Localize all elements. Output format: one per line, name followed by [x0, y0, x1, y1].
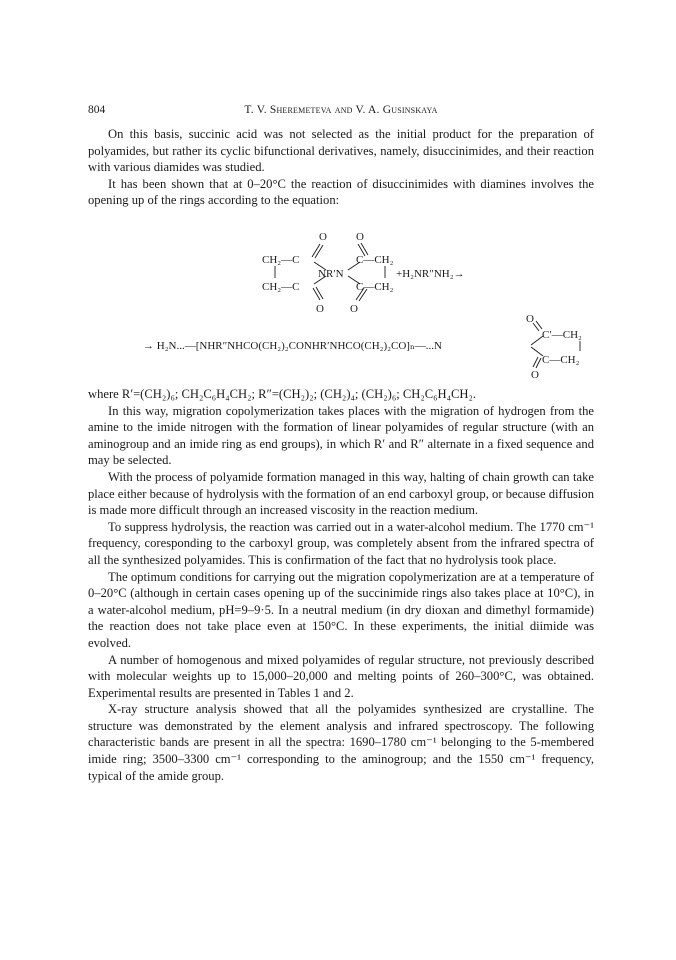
paragraph: X-ray structure analysis showed that all the polyamides synthesized are crystalline. The structure was demonstrated by the element analysis and infrared spectroscopy. The following characteristic bands are present in all the spectra: 1690–1780 cm⁻¹ belonging to the 5-membered imide ring; 3500–3300 cm⁻¹ corresponding to the aminogroup; and the 1550 cm⁻¹ frequency, typical of the amide group. — [88, 702, 594, 783]
page-number: 804 — [88, 104, 106, 116]
substituent-definitions: where R′=(CH₂)₆; CH₂C₆H₄CH₂; R″=(CH₂)₂; (CH₂)₄; (CH₂)₆; CH₂C₆H₄CH₂. — [88, 387, 477, 401]
paragraph: The optimum conditions for carrying out the migration copolymerization are at a temperature of 0–20°C (although in certain cases opening up of the succinimide rings also takes place at 10°C), in a water-alcohol medium, pH=9–9·5. In a neutral medium (in dry dioxan and dimethyl formamide) the reaction does not take place even at 150°C. In these experiments, the initial diimide was evolved. — [88, 569, 594, 650]
imide-bridge: NR′N — [318, 268, 344, 280]
paragraph: A number of homogenous and mixed polyamides of regular structure, not previously described with molecular weights up to 15,000–20,000 and melting points of 260–300°C, was obtained. Experimental results are presented in Tables 1 and 2. — [88, 652, 594, 700]
diamine-reagent: +H₂NR″NH₂→ — [396, 268, 465, 280]
ring-left-top: CH₂—C — [262, 254, 300, 266]
ring-left-bottom: CH₂—C — [262, 281, 300, 293]
oxygen-label: O — [526, 313, 534, 325]
oxygen-label: O — [350, 303, 358, 315]
product-polyamide — [143, 313, 582, 381]
text-block-bottom — [88, 386, 594, 784]
ring-right-top: C—CH₂ — [356, 254, 394, 266]
oxygen-label: O — [531, 369, 539, 381]
reactant-disuccinimide — [262, 231, 465, 315]
product-chain: → H₂N...—[NHR″NHCO(CH₂)₂CONHR′NHCO(CH₂)₂CO]ₙ—...N — [143, 340, 442, 352]
paragraph: To suppress hydrolysis, the reaction was carried out in a water-alcohol medium. The 1770 cm⁻¹ frequency, coresponding to the carboxyl group, was completely absent from the infrared spectra of all the synthesized polyamides. This is confirmation of the fact that no hydrolysis took place. — [88, 519, 594, 567]
paragraph: On this basis, succinic acid was not selected as the initial product for the preparation of polyamides, but rather its cyclic bifunctional derivatives, namely, disuccinimides, and their reaction with various diamides was studied. — [88, 127, 594, 175]
product-ring-top: C′—CH₂ — [542, 329, 582, 341]
ring-right-bottom: C—CH₂ — [356, 281, 394, 293]
product-ring-bottom: C—CH₂ — [542, 354, 580, 366]
oxygen-label: O — [316, 303, 324, 315]
oxygen-label: O — [356, 231, 364, 243]
paragraph: With the process of polyamide formation managed in this way, halting of chain growth can take place either because of hydrolysis with the formation of an end carboxyl group, or because diffusion is made more difficult through an increased viscosity in the reaction medium. — [88, 469, 594, 518]
paragraph: In this way, migration copolymerization takes places with the migration of hydrogen from the amine to the imide nitrogen with the formation of linear polyamides of regular structure (with an aminogroup and an imide ring as end groups), in which R′ and R″ alternate in a fixed sequence and may be selected. — [88, 403, 594, 468]
running-authors: T. V. Sheremeteva and V. A. Gusinskaya — [244, 104, 438, 116]
oxygen-label: O — [319, 231, 327, 243]
paragraph: It has been shown that at 0–20°C the reaction of disuccinimides with diamines involves the opening up of the rings according to the equation: — [88, 176, 594, 208]
